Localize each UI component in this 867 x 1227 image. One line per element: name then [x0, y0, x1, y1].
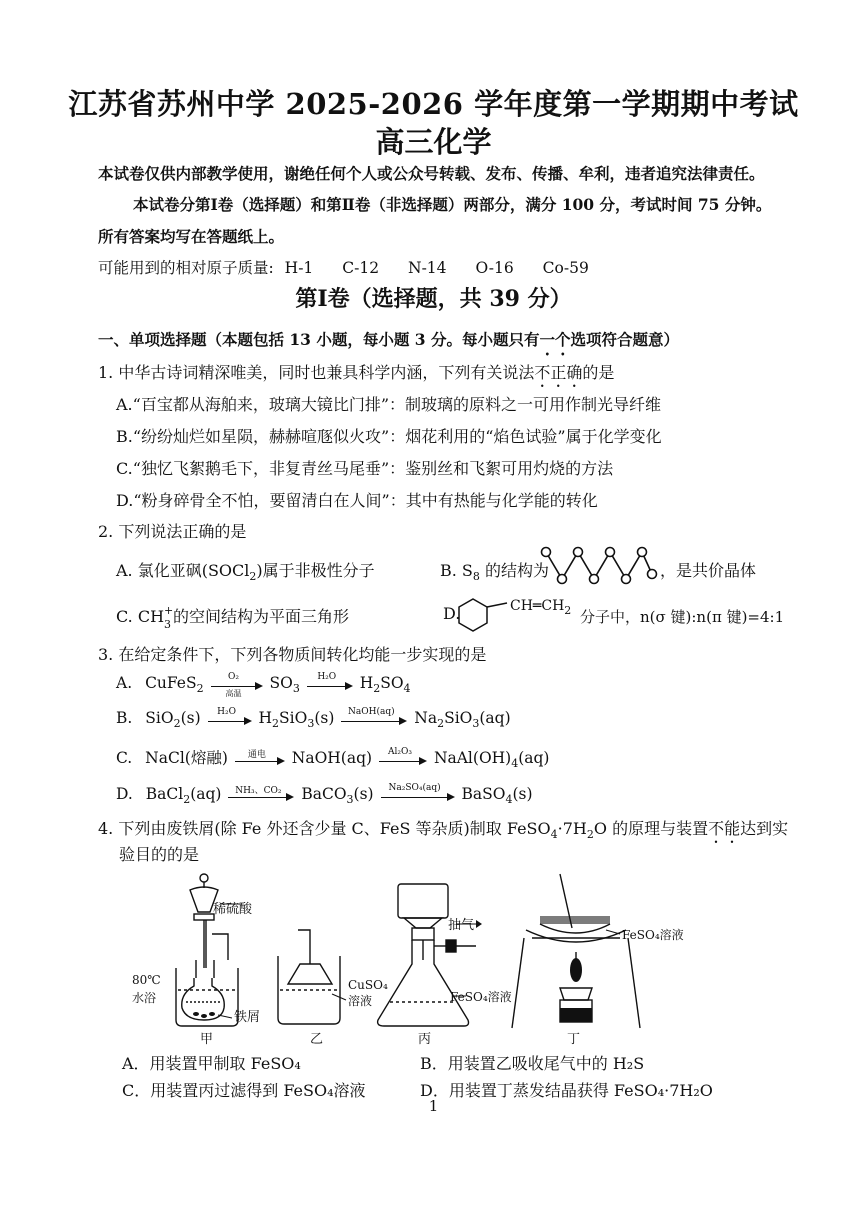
- question-4-option-b: B．用装置乙吸收尾气中的 H₂S: [420, 1054, 645, 1073]
- water-bath-temp-label: 80℃: [132, 973, 161, 987]
- apparatus-bing-label: 丙: [418, 1032, 432, 1047]
- part-title: 一、单项选择题（本题包括 13 小题，每小题 3 分。每小题只有一个选项符合题意）: [98, 330, 679, 349]
- question-1-option-d: D.“粉身碎骨全不怕，要留清白在人间”：其中有热能与化学能的转化: [116, 491, 598, 510]
- atomic-mass-n: N-14: [408, 259, 447, 277]
- suction-label: 抽气: [448, 918, 475, 933]
- question-3-option-c: C. NaCl(熔融) 通电 NaOH(aq) Al₂O₃ $NaAl(OH)_4(aq)$: [116, 747, 550, 771]
- question-4-option-c: C．用装置丙过滤得到 FeSO₄溶液: [122, 1081, 366, 1100]
- intro-line-1: 本试卷分第Ⅰ卷（选择题）和第Ⅱ卷（非选择题）两部分，满分 100 分，考试时间 75 分钟。: [133, 195, 772, 214]
- section-title: 第Ⅰ卷（选择题，共 39 分）: [295, 286, 572, 312]
- question-4-option-a: A．用装置甲制取 FeSO₄: [122, 1054, 301, 1073]
- question-4-stem-line-2: 验目的的是: [119, 845, 200, 864]
- atomic-mass-label: 可能用到的相对原子质量:: [98, 259, 274, 277]
- question-3-option-d: D. BaCl$_2$(aq) NH₃、CO₂ BaCO$_3$(s) Na₂SO₄(aq) BaSO$_4$(s): [116, 783, 533, 807]
- atomic-mass-o: O-16: [475, 259, 514, 277]
- question-1-option-b: B.“纷纷灿烂如星陨，赫赫喧豗似火攻”：烟花利用的“焰色试验”属于化学变化: [116, 427, 662, 446]
- question-3-option-a: A. CuFeS$_2$ O₂ 高温 $SO_3$ H₂O $H_2SO_4$: [116, 672, 411, 698]
- question-3-option-b: B. SiO$_2$(s) H₂O $H_2SiO_3(s)$ NaOH(aq) $Na_2SiO_3(aq)$: [116, 707, 511, 731]
- reaction-arrow: O₂ 高温: [211, 676, 263, 692]
- s8-ring-structure: [540, 546, 658, 586]
- dilute-sulfuric-acid-label: 稀硫酸: [213, 902, 253, 917]
- cuso4-solution-label-1: CuSO₄: [348, 978, 388, 992]
- exam-title: 江苏省苏州中学 2025-2026 学年度第一学期期中考试: [68, 87, 799, 121]
- question-2-option-d-tail: 分子中，n(σ 键):n(π 键)=4:1: [580, 608, 785, 626]
- intro-line-2: 所有答案均写在答题纸上。: [98, 227, 285, 246]
- reaction-arrow: H₂O: [307, 676, 353, 692]
- apparatus-figure: [120, 868, 700, 1050]
- styrene-vinyl-group: $CH═CH_2$: [510, 598, 572, 617]
- apparatus-yi-label: 乙: [310, 1032, 324, 1047]
- question-4-option-d: D．用装置丁蒸发结晶获得 FeSO₄·7H₂O: [420, 1081, 713, 1100]
- reaction-arrow: Al₂O₃: [379, 751, 427, 767]
- atomic-mass-c: C-12: [342, 259, 380, 277]
- question-1-option-a: A.“百宝都从海舶来，玻璃大镜比门排”：制玻璃的原料之一可用作制光导纤维: [116, 395, 662, 414]
- reaction-arrow: NaOH(aq): [341, 711, 407, 727]
- reaction-arrow: 通电: [235, 751, 285, 767]
- emphasis-dot-text: 不正确: [534, 363, 583, 382]
- feso4-solution-label-ding: FeSO₄溶液: [622, 928, 684, 942]
- emphasis-dot-text: 一个: [539, 330, 571, 349]
- feso4-solution-label-bing: FeSO₄溶液: [450, 990, 512, 1004]
- question-2-option-c: C. CH + 3 的空间结构为平面三角形: [116, 604, 350, 631]
- question-1-stem: 1. 中华古诗词精深唯美，同时也兼具科学内涵，下列有关说法不正确的是: [98, 363, 615, 382]
- water-bath-label: 水浴: [132, 991, 157, 1005]
- question-2-option-b: B. $S_8$ 的结构为: [440, 561, 549, 584]
- reaction-arrow: NH₃、CO₂: [228, 787, 294, 803]
- question-1-option-c: C.“独忆飞絮鹅毛下，非复青丝马尾垂”：鉴别丝和飞絮可用灼烧的方法: [116, 459, 614, 478]
- question-2-stem: 2. 下列说法正确的是: [98, 522, 247, 541]
- apparatus-jia-label: 甲: [200, 1032, 214, 1047]
- cuso4-solution-label-2: 溶液: [348, 994, 373, 1008]
- iron-scrap-label: 铁屑: [234, 1010, 261, 1025]
- atomic-mass-line: [98, 256, 589, 278]
- question-2-option-a: A. 氯化亚砜(SOCl$_2$)属于非极性分子: [116, 561, 375, 584]
- exam-subtitle: 高三化学: [375, 125, 492, 159]
- atomic-mass-h: H-1: [284, 259, 314, 277]
- emphasis-dot-text: 不能: [708, 819, 741, 838]
- question-2-option-b-tail: ，是共价晶体: [660, 561, 757, 580]
- question-4-stem: 4. 下列由废铁屑(除 Fe 外还含少量 C、FeS 等杂质)制取 $FeSO_4\cdot 7H_2O$ 的原理与装置不能达到实: [98, 819, 789, 842]
- apparatus-ding-label: 丁: [567, 1032, 581, 1047]
- page-number: 1: [428, 1097, 439, 1115]
- reaction-arrow: Na₂SO₄(aq): [381, 787, 455, 803]
- copyright-notice: 本试卷仅供内部教学使用，谢绝任何个人或公众号转载、发布、传播、牟利，违者追究法律责任。: [98, 164, 765, 183]
- reaction-arrow: H₂O: [208, 711, 252, 727]
- question-2-option-d-label: D.: [443, 604, 461, 623]
- atomic-mass-co: Co-59: [542, 259, 589, 277]
- question-3-stem: 3. 在给定条件下，下列各物质间转化均能一步实现的是: [98, 645, 487, 664]
